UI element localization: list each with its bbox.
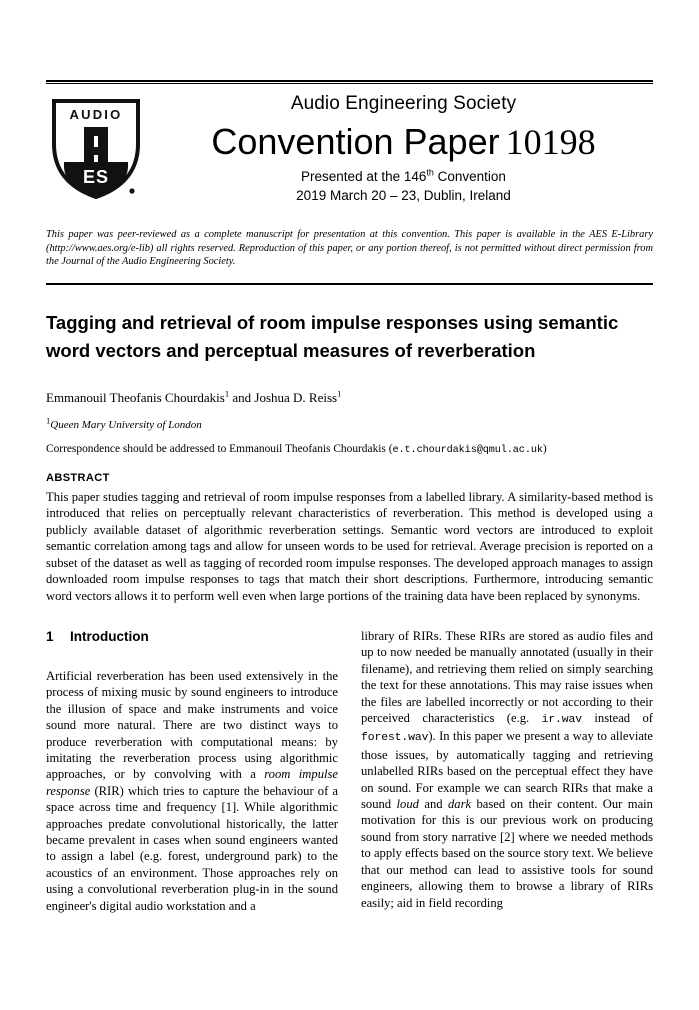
masthead <box>46 92 653 222</box>
par-text-2: (RIR) which tries to capture the behaviour of a space across time and frequency [1]. While algorithmic approaches predate convolutional historically, the latter became prevalent in cases when sound engineers wanted to assign a label (e.g. forest, underground park) to the acoustics of an environment. Those approaches rely on using a convolutional reverberation plug-in in the sound engineer's digital audio workstation and a <box>46 783 338 913</box>
header-top-rule <box>46 80 653 84</box>
society-name: Audio Engineering Society <box>290 93 517 114</box>
svg-text:AUDIO: AUDIO <box>69 107 123 122</box>
par-emphasis-loud: loud <box>396 797 419 812</box>
presented-suffix: Convention <box>433 169 506 184</box>
column-right <box>361 628 653 911</box>
abstract-text: This paper studies tagging and retrieval of room impulse responses from a labelled library. A similarity-based method is introduced that relies on perceptually relevant characteristics of reverberation. This method is developed using a publicly available dataset of algorithmic reverberation settings. Semantic word vectors are introduced to exploit semantic correlation among tags and allow for unseen words to be used for retrieval. Average precision is reported on a subset of the dataset as well as tagging of recorded room impulse responses. The developed approach manages to assign downloaded room impulse responses to tags that match their short descriptions. Furthermore, introducing semantic word vectors allows it to perform well even when large portions of the training data have been replaced by synonyms. <box>46 490 653 603</box>
presented-at-line <box>156 168 651 185</box>
aes-shield-logo-icon <box>48 96 144 200</box>
license-statement: This paper was peer-reviewed as a complete manuscript for presentation at this convention. This paper is available in the AES E-Library (http://www.aes.org/e-lib) all rights reserved. Reproduction of this paper, or any portion thereof, is not permitted without direct permission from the Journal of the Audio Engineering Society. <box>46 229 653 268</box>
paper-number: 10198 <box>505 122 596 162</box>
par-emphasis-rir: room impulse response <box>46 767 338 798</box>
section-title: Introduction <box>70 629 149 644</box>
svg-text:ES: ES <box>82 167 110 187</box>
par-text-4: and <box>418 797 448 812</box>
paragraph-intro-right <box>361 628 653 911</box>
section-heading-introduction <box>46 628 338 646</box>
par-text-2: instead of <box>582 711 653 726</box>
column-left <box>46 628 338 914</box>
author-affiliation-mark-1: 1 <box>224 388 230 399</box>
correspondence-paren-open: ( <box>385 443 393 455</box>
body-columns <box>46 628 653 918</box>
par-text-1: library of RIRs. These RIRs are stored as audio files and up to now needed be manually annotated (usually in their filename), and retrieving them relied on simply searching the text for these annotations. This may raise issues when the files are labelled incorrectly or not according to their perceived characteristics (e.g. <box>361 629 653 726</box>
section-number: 1 <box>46 629 54 644</box>
par-text-5: based on their content. Our main motivation for this is our previous work on producing sound from story narrative [2] where we needed methods to apply effects based on the source story text. We believe that our method can lead to assistive tools for sound engineers, allowing them to browse a library of RIRs easily; aid in field recording <box>361 797 653 910</box>
presented-prefix: Presented at the 146 <box>301 169 427 184</box>
par-text-3: ). In this paper we present a way to alleviate those issues, by automatically tagging and retrieving unlabelled RIRs based on the perceptual effect they have on sound. For example we can search RIRs that make a sound <box>361 729 653 812</box>
convention-dates: 2019 March 20 – 23, Dublin, Ireland <box>296 188 511 203</box>
author-list <box>46 390 653 406</box>
page-title: Tagging and retrieval of room impulse responses using semantic word vectors and perceptual measures of reverberation <box>46 312 619 361</box>
author-name-2: Joshua D. Reiss <box>254 390 338 405</box>
author-conjunction: and <box>229 390 255 405</box>
affiliation-name: Queen Mary University of London <box>50 419 202 431</box>
header-bottom-rule <box>46 283 653 285</box>
affiliation <box>46 415 653 432</box>
publication-type: Convention Paper <box>211 121 500 162</box>
abstract-heading: ABSTRACT <box>46 472 110 484</box>
par-emphasis-dark: dark <box>447 797 472 812</box>
presented-ordinal: th <box>426 167 434 178</box>
correspondence-paren-close: ) <box>542 443 547 455</box>
correspondence-email[interactable]: e.t.chourdakis@qmul.ac.uk <box>392 445 543 456</box>
par-text-1: Artificial reverberation has been used extensively in the process of mixing music by sound engineers to introduce the illusion of space and make instruments and voice sound more natural. There are two distinct ways to produce reverberation with computational means: by imitating the reverberation process using algorithmic approaches, or by convolving with a <box>46 669 338 782</box>
affiliation-mark: 1 <box>46 415 51 426</box>
correspondence-text: Correspondence should be addressed to Emmanouil Theofanis Chourdakis <box>46 443 386 455</box>
par-code-ir-wav: ir.wav <box>541 714 582 727</box>
correspondence-line <box>46 442 653 458</box>
paragraph-intro-left <box>46 668 338 914</box>
par-code-forest-wav: forest.wav <box>361 732 429 745</box>
publication-title-line <box>156 118 651 166</box>
author-affiliation-mark-2: 1 <box>337 388 342 399</box>
author-name-1: Emmanouil Theofanis Chourdakis <box>46 390 225 405</box>
